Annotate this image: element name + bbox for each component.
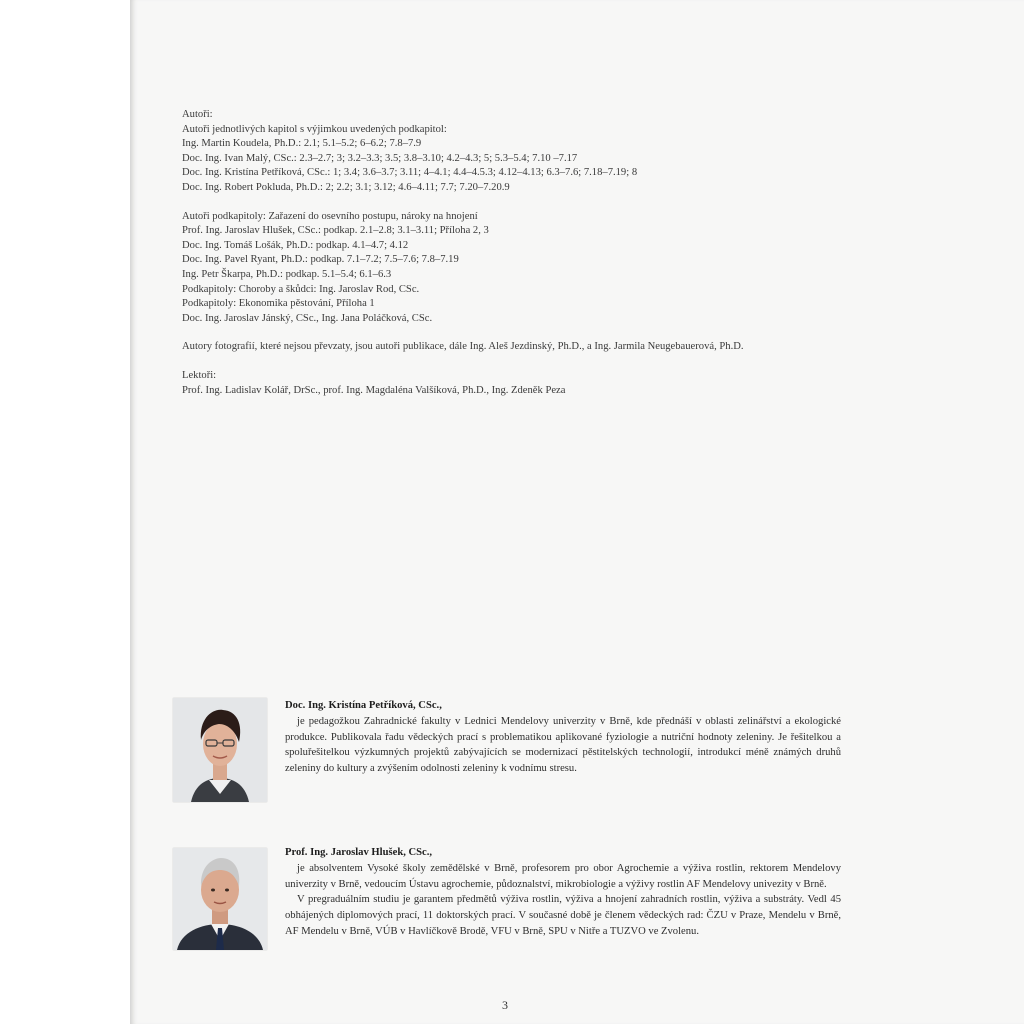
reviewers-block [182,369,902,398]
chapter-author-line: Doc. Ing. Kristína Petříková, CSc.: 1; 3.4; 3.6–3.7; 3.11; 4–4.1; 4.4–4.5.3; 4.12–4.13; 6.3–7.6; 7.18–7.19; 8 [182,167,638,179]
subchapter-authors-intro: Autoři podkapitoly: Zařazení do osevního postupu, nároky na hnojení [182,210,478,222]
bio-hlusek [285,845,841,940]
scan-background [0,0,130,1024]
chapter-authors-block [182,108,902,196]
subchapter-author-line: Prof. Ing. Jaroslav Hlušek, CSc.: podkap. 2.1–2.8; 3.1–3.11; Příloha 2, 3 [182,225,489,237]
subchapter-author-line: Podkapitoly: Choroby a škůdci: Ing. Jaroslav Rod, CSc. [182,283,420,295]
portrait-photo-hlusek [173,848,267,950]
photographers-credit: Autory fotografií, které nejsou převzaty, jsou autoři publikace, dále Ing. Aleš Jezdinský, Ph.D., a Ing. Jarmila Neugebauerová, Ph.D. [182,341,744,353]
bio-name: Prof. Ing. Jaroslav Hlušek, CSc., [285,847,433,858]
page-number: 3 [502,998,508,1012]
bio-paragraph: je absolventem Vysoké školy zemědělské v Brně, profesorem pro obor Agrochemie a výživa rostlin, rektorem Mendelovy univerzity v Brně, vedoucím Ústavu agrochemie, půdoznalství, mikrobiologie a výživy rostlin AF Mendelovy univezity v Brně. [285,862,841,890]
subchapter-authors-block [182,210,902,327]
reviewers-list: Prof. Ing. Ladislav Kolář, DrSc., prof. Ing. Magdaléna Valšíková, Ph.D., Ing. Zdeněk Peza [182,384,566,396]
subchapter-author-line: Podkapitoly: Ekonomika pěstování, Příloha 1 [182,298,375,310]
chapter-author-line: Doc. Ing. Robert Pokluda, Ph.D.: 2; 2.2; 3.1; 3.12; 4.6–4.11; 7.7; 7.20–7.20.9 [182,181,510,193]
bio-name: Doc. Ing. Kristína Petříková, CSc., [285,700,442,711]
authors-heading: Autoři: [182,109,213,120]
portrait-illustration [173,848,267,950]
credits-section [182,108,902,412]
photographers-block [182,340,902,355]
chapter-authors-intro: Autoři jednotlivých kapitol s výjimkou uvedených podkapitol: [182,123,447,135]
subchapter-author-line: Ing. Petr Škarpa, Ph.D.: podkap. 5.1–5.4; 6.1–6.3 [182,268,392,280]
chapter-author-line: Ing. Martin Koudela, Ph.D.: 2.1; 5.1–5.2; 6–6.2; 7.8–7.9 [182,138,422,150]
portrait-illustration [173,698,267,802]
subchapter-author-line: Doc. Ing. Jaroslav Jánský, CSc., Ing. Jana Poláčková, CSc. [182,312,433,324]
reviewers-heading: Lektoři: [182,369,217,381]
bio-paragraph: V pregraduálním studiu je garantem předmětů výživa rostlin, výživa a hnojení zahradních rostlin, výživa a substráty. Vedl 45 obhájených diplomových prací, 11 doktorských prací. V současné době je členem vědeckých rad: ČZU v Praze, Mendelu v Brně, AF Mendelu v Brně, VÚB v Havlíčkově Brodě, VFU v Brně, SPU v Nitře a TUZVO ve Zvolenu. [285,894,841,937]
subchapter-author-line: Doc. Ing. Tomáš Lošák, Ph.D.: podkap. 4.1–4.7; 4.12 [182,239,409,251]
portrait-photo-petrikova [173,698,267,802]
subchapter-author-line: Doc. Ing. Pavel Ryant, Ph.D.: podkap. 7.1–7.2; 7.5–7.6; 7.8–7.19 [182,254,459,266]
chapter-author-line: Doc. Ing. Ivan Malý, CSc.: 2.3–2.7; 3; 3.2–3.3; 3.5; 3.8–3.10; 4.2–4.3; 5; 5.3–5.4; 7.10 –7.17 [182,152,578,164]
bio-paragraph: je pedagožkou Zahradnické fakulty v Lednici Mendelovy univerzity v Brně, kde přednáší v oblasti zelinářství a ekologické produkce. Publikovala řadu vědeckých prací s problematikou aplikované fyziologie a nutriční hodnoty zeleniny. Je řešitelkou a spoluřešitelkou výzkumných projektů zabývajících se modernizací pěstitelských technologií, introdukcí méně známých druhů zeleniny do kultury a zvýšením odolnosti zeleniny k vodnímu stresu. [285,715,841,775]
bio-petrikova [285,698,841,777]
